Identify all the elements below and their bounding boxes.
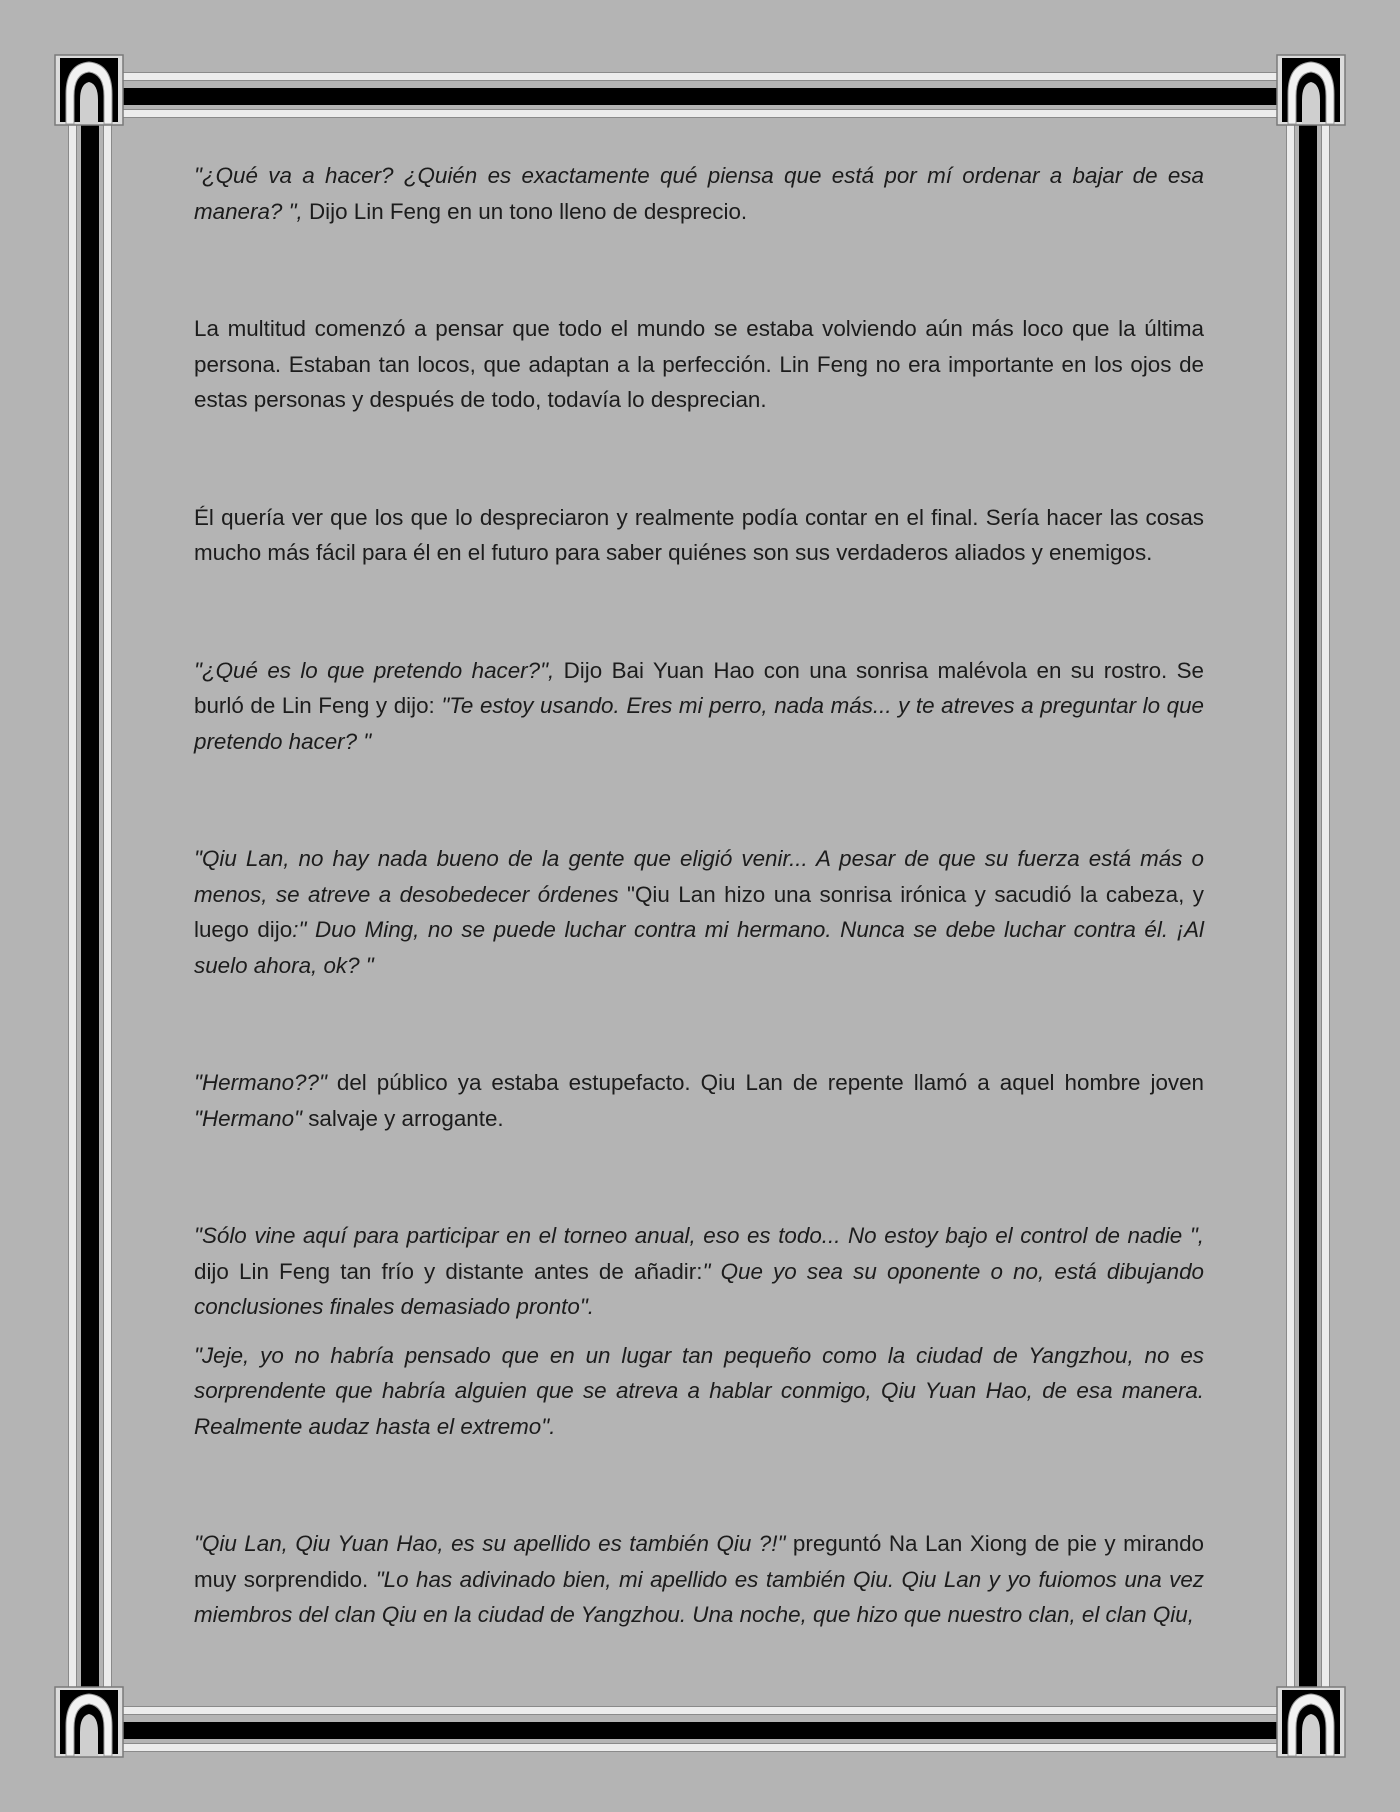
paragraph [194, 1218, 1204, 1325]
document-body [194, 158, 1204, 1633]
paragraph [194, 500, 1204, 571]
narration-span: Dijo Bai Yuan Hao con una sonrisa malévola en su rostro. Se burló de Lin Feng y dijo: [194, 657, 1205, 718]
dialogue-span: "¿Qué es lo que pretendo hacer?", [194, 657, 555, 683]
frame-corner-ornament-top-left [54, 54, 124, 126]
paragraph [194, 1065, 1204, 1136]
frame-bottom-border [118, 1706, 1280, 1750]
narration-span: Dijo Lin Feng en un tono lleno de desprecio. [302, 198, 748, 224]
dialogue-span: "Qiu Lan, no hay nada bueno de la gente que eligió venir... A pesar de que su fuerza está más o menos, se atreve a desobedecer órdenes [194, 846, 1204, 907]
paragraph [194, 1526, 1204, 1633]
dialogue-span: "Qiu Lan, Qiu Yuan Hao, es su apellido es también Qiu ?!" [194, 1531, 786, 1556]
frame-top-border [118, 72, 1280, 116]
dialogue-span: "Hermano" [194, 1105, 302, 1131]
dialogue-span: "Sólo vine aquí para participar en el torneo anual, eso es todo... No estoy bajo el control de nadie ", [194, 1223, 1204, 1248]
dialogue-span: " Que yo sea su oponente o no, está dibujando conclusiones finales demasiado pronto". [194, 1258, 1204, 1319]
frame-corner-ornament-bottom-left [54, 1686, 124, 1758]
dialogue-span: "Hermano??" [194, 1070, 327, 1095]
paragraph [194, 653, 1204, 760]
paragraph [194, 1338, 1204, 1445]
dialogue-span: "Lo has adivinado bien, mi apellido es también Qiu. Qiu Lan y yo fuiomos una vez miembros del clan Qiu en la ciudad de Yangzhou. Una noche, que hizo que nuestro clan, el clan Qiu, [194, 1566, 1204, 1627]
paragraph [194, 158, 1204, 229]
dialogue-span: "¿Qué va a hacer? ¿Quién es exactamente qué piensa que está por mí ordenar a bajar de esa manera? ", [194, 163, 1204, 224]
frame-right-border [1286, 120, 1330, 1692]
frame-left-border [68, 120, 112, 1692]
paragraph [194, 841, 1204, 983]
frame-corner-ornament-bottom-right [1276, 1686, 1346, 1758]
dialogue-span: "Te estoy usando. Eres mi perro, nada más... y te atreves a preguntar lo que pretendo hacer? " [194, 693, 1204, 754]
paragraph [194, 311, 1204, 418]
dialogue-span: :" Duo Ming, no se puede luchar contra mi hermano. Nunca se debe luchar contra él. ¡Al suelo ahora, ok? " [194, 917, 1204, 978]
narration-span: preguntó Na Lan Xiong de pie y mirando muy sorprendido. [194, 1531, 1205, 1592]
narration-span: La multitud comenzó a pensar que todo el mundo se estaba volviendo aún más loco que la última persona. Estaban tan locos, que adaptan a la perfección. Lin Feng no era importante en los ojos de estas personas y después de todo, todavía lo desprecian. [194, 316, 1204, 412]
narration-span: del público ya estaba estupefacto. Qiu Lan de repente llamó a aquel hombre joven [326, 1070, 1204, 1095]
narration-span: salvaje y arrogante. [302, 1105, 504, 1131]
narration-span: "Qiu Lan hizo una sonrisa irónica y sacudió la cabeza, y luego dijo [194, 881, 1204, 942]
frame-corner-ornament-top-right [1276, 54, 1346, 126]
narration-span: Él quería ver que los que lo despreciaron y realmente podía contar en el final. Sería hacer las cosas mucho más fácil para él en el futuro para saber quiénes son sus verdaderos aliados y enemigos. [194, 504, 1204, 565]
dialogue-span: "Jeje, yo no habría pensado que en un lugar tan pequeño como la ciudad de Yangzhou, no es sorprendente que habría alguien que se atreva a hablar conmigo, Qiu Yuan Hao, de esa manera. Realmente audaz hasta el extremo". [194, 1342, 1204, 1439]
narration-span: dijo Lin Feng tan frío y distante antes de añadir: [194, 1258, 703, 1284]
